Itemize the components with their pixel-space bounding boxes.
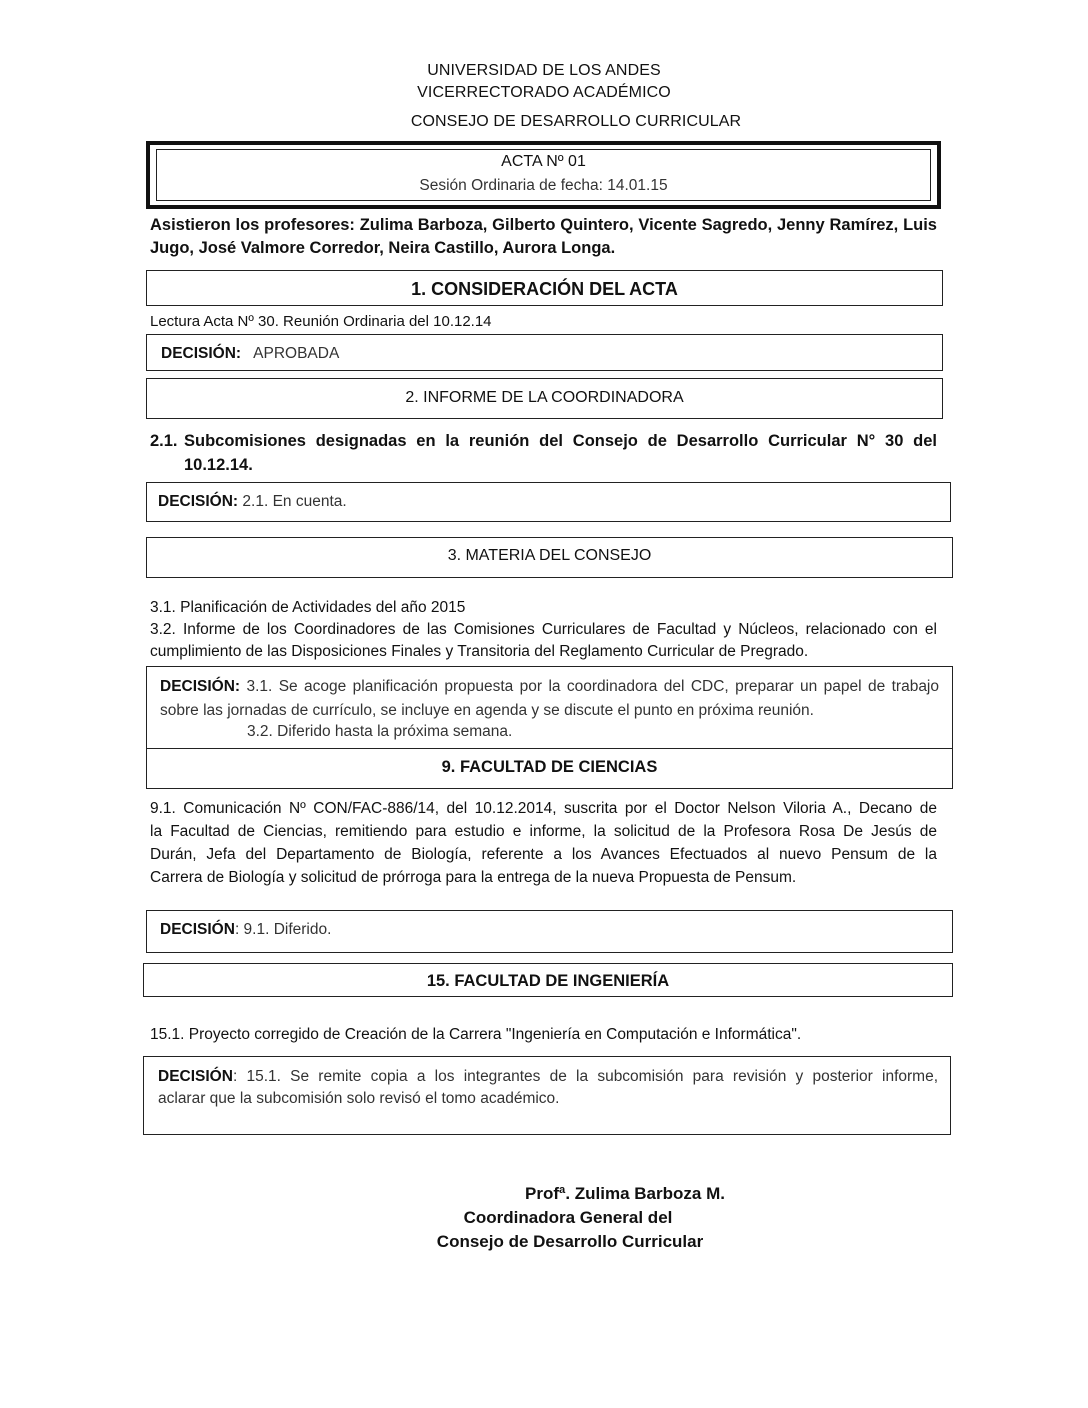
section-3-header bbox=[146, 537, 953, 578]
section-15-header bbox=[143, 963, 953, 997]
section-9-line-3: Durán, Jefa del Departamento de Biología, referente a los Avances Efectuados al nuevo Pensum de la bbox=[150, 846, 937, 863]
section-15-title: 15. FACULTAD DE INGENIERÍA bbox=[426, 972, 670, 990]
decision-label: DECISIÓN bbox=[158, 1068, 233, 1085]
decision-label: DECISIÓN bbox=[160, 921, 235, 938]
section-3-item-2-line-2: cumplimiento de las Disposiciones Finales y Transitoria del Reglamento Curricular de Pregrado. bbox=[150, 643, 809, 660]
section-9-line-4: Carrera de Biología y solicitud de prórroga para la entrega de la nueva Propuesta de Pensum. bbox=[150, 869, 797, 886]
section-15-decision-line-1 bbox=[158, 1066, 938, 1088]
acta-number: ACTA Nº 01 bbox=[501, 153, 586, 170]
section-2-item-line-2: 10.12.14. bbox=[184, 456, 253, 474]
university-name: UNIVERSIDAD DE LOS ANDES bbox=[427, 62, 661, 79]
section-1-text: Lectura Acta Nº 30. Reunión Ordinaria del 10.12.14 bbox=[150, 313, 492, 330]
section-2-decision bbox=[158, 491, 347, 513]
decision-text: : 15.1. Se remite copia a los integrantes de la subcomisión para revisión y posterior informe, bbox=[232, 1068, 938, 1085]
signature-name: Profª. Zulima Barboza M. bbox=[525, 1184, 725, 1203]
section-15-decision-line-2: aclarar que la subcomisión solo revisó el tomo académico. bbox=[158, 1090, 560, 1107]
section-2-header bbox=[146, 378, 943, 419]
signature-council: Consejo de Desarrollo Curricular bbox=[436, 1232, 704, 1251]
signature-title: Coordinadora General del bbox=[463, 1208, 673, 1227]
section-1-decision-box bbox=[146, 334, 943, 371]
section-9-decision-box bbox=[146, 910, 953, 953]
decision-label: DECISIÓN: bbox=[160, 678, 241, 695]
section-3-title: 3. MATERIA DEL CONSEJO bbox=[447, 547, 652, 564]
attendance-line-1: Asistieron los profesores: Zulima Barboza, Gilberto Quintero, Vicente Sagredo, Jenny Ramírez, Luis bbox=[150, 216, 937, 234]
section-2-decision-box bbox=[146, 482, 951, 522]
section-9-header bbox=[146, 748, 953, 789]
section-3-decision-line-1 bbox=[160, 676, 939, 698]
vicerrectorado-name: VICERRECTORADO ACADÉMICO bbox=[417, 84, 671, 101]
section-3-decision-line-2: sobre las jornadas de currículo, se incluye en agenda y se discute el punto en próxima reunión. bbox=[160, 702, 814, 719]
session-date: Sesión Ordinaria de fecha: 14.01.15 bbox=[419, 177, 668, 194]
acta-title-box bbox=[146, 141, 941, 209]
decision-text: APROBADA bbox=[253, 345, 340, 362]
section-9-line-1: 9.1. Comunicación Nº CON/FAC-886/14, del 10.12.2014, suscrita por el Doctor Nelson Viloria A., Decano de bbox=[150, 800, 937, 817]
section-15-text: 15.1. Proyecto corregido de Creación de la Carrera "Ingeniería en Computación e Informática". bbox=[150, 1026, 802, 1043]
section-1-header bbox=[146, 270, 943, 306]
section-9-title: 9. FACULTAD DE CIENCIAS bbox=[441, 758, 658, 776]
section-15-decision-box bbox=[143, 1056, 951, 1135]
section-1-title: 1. CONSIDERACIÓN DEL ACTA bbox=[411, 279, 678, 299]
decision-label: DECISIÓN: bbox=[161, 345, 242, 362]
attendance-line-2: Jugo, José Valmore Corredor, Neira Castillo, Aurora Longa. bbox=[150, 239, 616, 257]
decision-text: 3.1. Se acoge planificación propuesta por la coordinadora del CDC, preparar un papel de trabajo bbox=[246, 678, 939, 695]
section-2-item-line-1: Subcomisiones designadas en la reunión del Consejo de Desarrollo Curricular N° 30 del bbox=[184, 432, 937, 450]
section-1-decision bbox=[161, 343, 339, 365]
section-2-item-number: 2.1. bbox=[150, 432, 178, 450]
section-3-item-2-line-1: 3.2. Informe de los Coordinadores de las Comisiones Curriculares de Facultad y Núcleos, relacionado con el bbox=[150, 621, 937, 638]
section-3-decision-box bbox=[146, 666, 953, 748]
section-9-line-2: la Facultad de Ciencias, remitiendo para estudio e informe, la solicitud de la Profesora Rosa De Jesús de bbox=[150, 823, 937, 840]
decision-text: : 9.1. Diferido. bbox=[234, 921, 332, 938]
section-3-item-1: 3.1. Planificación de Actividades del año 2015 bbox=[150, 599, 466, 616]
section-2-title: 2. INFORME DE LA COORDINADORA bbox=[405, 389, 684, 406]
section-9-decision bbox=[160, 919, 331, 941]
decision-label: DECISIÓN: bbox=[158, 493, 239, 510]
decision-text: 2.1. En cuenta. bbox=[242, 493, 347, 510]
council-name: CONSEJO DE DESARROLLO CURRICULAR bbox=[410, 113, 742, 130]
section-3-decision-line-3: 3.2. Diferido hasta la próxima semana. bbox=[247, 723, 513, 740]
